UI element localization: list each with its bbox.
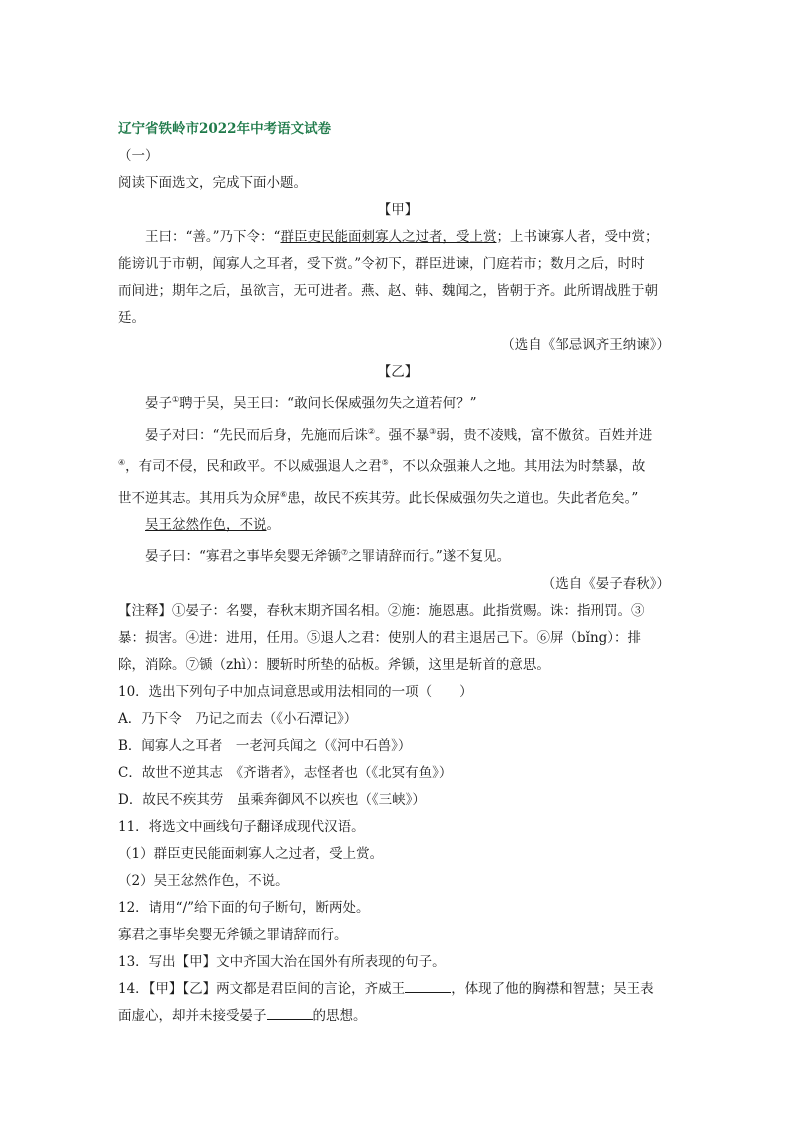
yi-text: 弱，贵不凌贱，富不傲贫。百姓并进 — [436, 427, 653, 443]
question-10: 10．选出下列句子中加点词意思或用法相同的一项（ ） — [118, 683, 473, 700]
question-10-option-b: B．闻寡人之耳者 一老河兵闻之（《河中石兽》） — [118, 737, 412, 754]
question-13: 13．写出【甲】文中齐国大治在国外有所表现的句子。 — [118, 953, 446, 970]
notes-line-3: 除，消除。⑦锧（zhì）：腰斩时所垫的砧板。斧锧，这里是斩首的意思。 — [118, 656, 550, 673]
yi-text: ，有司不侵，民和政平。不以威强退人之君 — [125, 458, 382, 475]
footnote-marker: ⑤ — [381, 458, 389, 467]
jia-line-2: 能谤讥于市朝，闻寡人之耳者，受下赏。”令初下，群臣进谏，门庭若市；数月之后，时时 — [118, 256, 645, 272]
question-11-part-1: （1）群臣吏民能面刺寡人之过者，受上赏。 — [118, 845, 384, 862]
section-number: （一） — [118, 148, 159, 164]
jia-source: （选自《邹忌讽齐王纳谏》） — [501, 337, 670, 353]
exam-title: 辽宁省铁岭市2022年中考语文试卷 — [118, 121, 332, 137]
yi-text: 。强不暴 — [375, 427, 430, 443]
question-10-option-a: A．乃下令 乃记之而去（《小石潭记》） — [118, 710, 358, 727]
jia-line-3: 而间进；期年之后，虽欲言，无可进者。燕、赵、韩、魏闻之，皆朝于齐。此所谓战胜于朝 — [118, 283, 658, 299]
question-14-text: 的思想。 — [312, 1007, 367, 1024]
yi-line-3 — [118, 449, 678, 481]
yi-line-6 — [118, 539, 678, 571]
yi-text: 世不逆其志。其用兵为众屏 — [118, 490, 280, 506]
question-14-line-1 — [118, 976, 678, 1003]
question-10-option-d: D．故民不疾其劳 虽乘奔御风不以疾也（《三峡》） — [118, 791, 426, 808]
underlined-sentence-1: 群臣吏民能面刺寡人之过者，受上赏 — [280, 229, 497, 245]
yi-line-5 — [118, 512, 678, 539]
yi-source: （选自《晏子春秋》） — [541, 575, 670, 592]
question-11: 11．将选文中画线句子翻译成现代汉语。 — [118, 818, 365, 835]
yi-text: 晏子对曰：“先民而后身，先施而后诛 — [145, 427, 368, 443]
jia-heading: 【甲】 — [377, 202, 419, 218]
yi-line-4 — [118, 481, 678, 513]
question-14-text: ，体现了他的胸襟和智慧；吴王表 — [451, 980, 654, 997]
footnote-marker: ③ — [429, 426, 437, 436]
footnote-marker: ② — [367, 426, 376, 436]
yi-text: 晏子 — [145, 395, 172, 412]
yi-text: 聘于吴，吴王曰：“敢问长保威强勿失之道若何？” — [179, 395, 477, 412]
question-10-option-c: C．故世不逆其志 《齐谐者》，志怪者也（《北冥有鱼》） — [118, 764, 453, 781]
question-11-part-2: （2）吴王忿然作色，不说。 — [118, 872, 289, 889]
footnote-marker: ④ — [118, 458, 126, 467]
yi-heading: 【乙】 — [377, 364, 419, 380]
jia-line-1 — [118, 224, 678, 251]
question-14-line-2 — [118, 1003, 678, 1030]
yi-line-2 — [118, 418, 678, 450]
footnote-marker: ⑥ — [280, 489, 288, 499]
answer-blank[interactable] — [405, 978, 451, 993]
question-12-sentence: 寡君之事毕矣婴无斧锧之罪请辞而行。 — [118, 926, 348, 943]
question-14-text: 面虚心，却并未接受晏子 — [118, 1007, 267, 1024]
exam-page — [118, 116, 678, 1030]
underlined-sentence-2: 吴王忿然作色，不说 — [145, 517, 267, 533]
jia-text: 王曰：“善。”乃下令：“ — [145, 229, 281, 245]
answer-blank[interactable] — [267, 1005, 313, 1020]
notes-line-2: 暴：损害。④进：进用，任用。⑤退人之君：使别人的君主退居己下。⑥屏（bǐng）：排 — [118, 629, 642, 646]
question-12: 12．请用“/”给下面的句子断句，断两处。 — [118, 899, 370, 916]
jia-line-4: 廷。 — [118, 310, 145, 326]
yi-text: 晏子曰：“寡君之事毕矣婴无斧锧 — [145, 548, 341, 565]
instruction: 阅读下面选文，完成下面小题。 — [118, 175, 307, 191]
notes-line-1: 【注释】①晏子：名婴，春秋末期齐国名相。②施：施恩惠。此指赏赐。诛：指刑罚。③ — [118, 602, 645, 619]
yi-text: 患，故民不疾其劳。此长保威强勿失之道也。失此者危矣。” — [287, 490, 639, 506]
yi-line-1 — [118, 386, 678, 418]
jia-text: ；上书谏寡人者，受中赏； — [496, 229, 659, 245]
question-14-text: 14．【甲】【乙】两文都是君臣间的言论，齐威王 — [118, 980, 406, 997]
yi-text: 之罪请辞而行。”遂不复见。 — [348, 548, 511, 565]
yi-text: ，不以众强兼人之地。其用法为时禁暴，故 — [388, 458, 646, 475]
footnote-marker: ⑦ — [340, 548, 349, 557]
yi-text: 。 — [266, 517, 280, 533]
footnote-marker: ① — [172, 395, 180, 404]
